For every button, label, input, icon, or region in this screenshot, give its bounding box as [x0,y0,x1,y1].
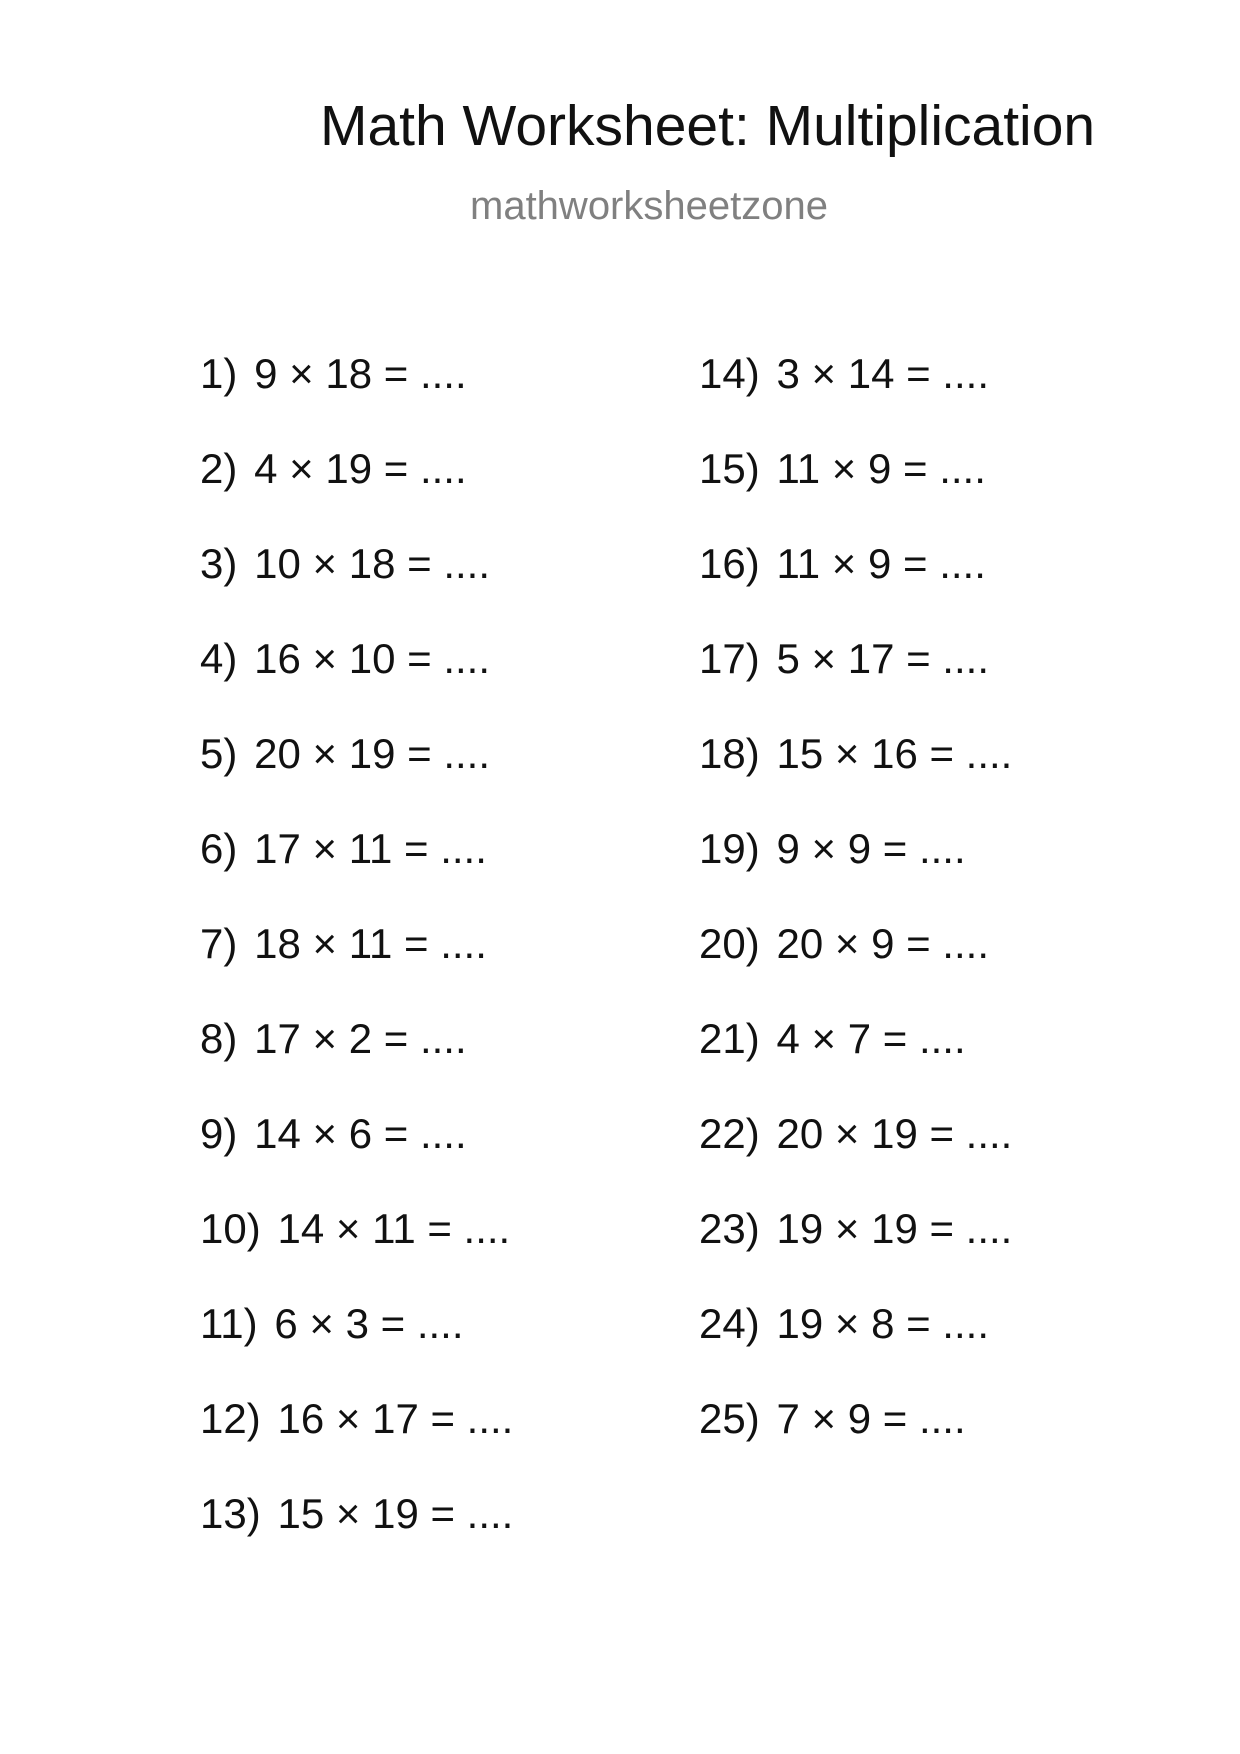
problem-number: 16) [699,540,760,587]
problem-number: 3) [200,540,238,587]
problem-item [699,350,1012,445]
problem-number: 5) [200,730,238,777]
problem-expression: 5 × 17 = .... [776,635,989,682]
problem-expression: 14 × 11 = .... [277,1205,511,1252]
problem-item [200,1110,513,1205]
problem-item [200,1205,513,1300]
worksheet-title: Math Worksheet: Multiplication [320,94,1096,158]
problem-number: 22) [699,1110,760,1157]
problem-number: 23) [699,1205,760,1252]
problem-number: 14) [699,350,760,397]
problem-expression: 11 × 9 = .... [776,540,986,587]
problem-expression: 17 × 2 = .... [254,1015,467,1062]
problem-expression: 14 × 6 = .... [254,1110,467,1157]
problem-item [200,540,513,635]
problem-expression: 20 × 9 = .... [776,920,989,967]
problem-item [200,730,513,825]
problem-number: 1) [200,350,238,397]
problem-item [200,825,513,920]
problem-expression: 11 × 9 = .... [776,445,986,492]
problem-expression: 9 × 9 = .... [776,825,966,872]
problem-number: 2) [200,445,238,492]
problem-expression: 4 × 7 = .... [776,1015,966,1062]
problem-expression: 16 × 10 = .... [254,635,490,682]
problem-number: 18) [699,730,760,777]
problem-expression: 10 × 18 = .... [254,540,490,587]
problem-item [200,920,513,1015]
problem-expression: 4 × 19 = .... [254,445,467,492]
problem-number: 19) [699,825,760,872]
problem-item [699,1395,1012,1490]
problem-number: 24) [699,1300,760,1347]
problem-item [200,1490,513,1585]
problem-expression: 16 × 17 = .... [277,1395,514,1442]
problem-number: 8) [200,1015,238,1062]
problem-item [699,445,1012,540]
problem-column-left [200,350,513,1585]
problem-expression: 15 × 16 = .... [776,730,1013,777]
problem-number: 25) [699,1395,760,1442]
problem-expression: 17 × 11 = .... [254,825,487,872]
problem-expression: 6 × 3 = .... [274,1300,464,1347]
problem-item [699,920,1012,1015]
problem-item [699,1300,1012,1395]
problem-item [200,1300,513,1395]
problem-item [200,350,513,445]
problem-number: 9) [200,1110,238,1157]
problem-expression: 20 × 19 = .... [254,730,490,777]
problem-item [200,1395,513,1490]
problem-number: 10) [200,1205,261,1252]
problem-item [200,1015,513,1110]
problem-number: 4) [200,635,238,682]
problem-expression: 7 × 9 = .... [776,1395,966,1442]
problem-number: 21) [699,1015,760,1062]
problem-expression: 20 × 19 = .... [776,1110,1013,1157]
problem-item [699,635,1012,730]
problem-number: 6) [200,825,238,872]
problem-number: 13) [200,1490,261,1537]
problem-expression: 19 × 19 = .... [776,1205,1013,1252]
problem-item [699,1110,1012,1205]
problem-expression: 15 × 19 = .... [277,1490,514,1537]
problem-item [200,635,513,730]
worksheet-subtitle: mathworksheetzone [470,184,828,228]
problem-item [699,825,1012,920]
problem-item [699,1205,1012,1300]
problem-expression: 3 × 14 = .... [776,350,989,397]
problem-number: 20) [699,920,760,967]
problem-number: 7) [200,920,238,967]
problem-item [699,730,1012,825]
problem-expression: 19 × 8 = .... [776,1300,989,1347]
problem-number: 11) [200,1300,258,1347]
problem-item [699,540,1012,635]
problem-item [699,1015,1012,1110]
problem-item [200,445,513,540]
problem-number: 17) [699,635,760,682]
problem-expression: 18 × 11 = .... [254,920,487,967]
problem-number: 12) [200,1395,261,1442]
problem-expression: 9 × 18 = .... [254,350,467,397]
problem-number: 15) [699,445,760,492]
problem-column-right [699,350,1012,1490]
